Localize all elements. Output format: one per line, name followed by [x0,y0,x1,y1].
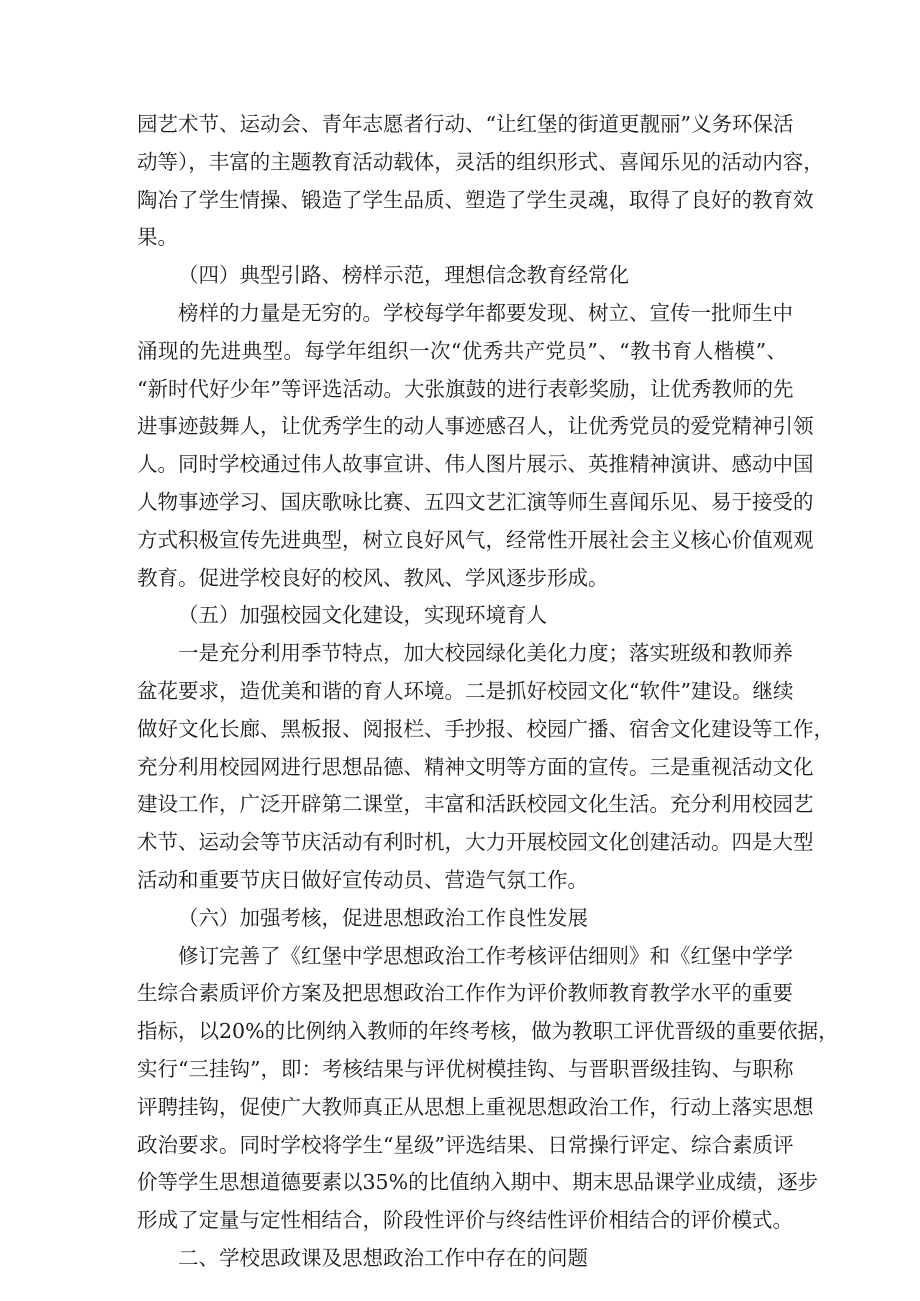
text-line: 价等学生思想道德要素以35%的比值纳入期中、期末思品课学业成绩，逐步 [137,1170,819,1195]
text-line: 涌现的先进典型。每学年组织一次“优秀共产党员”、“教书育人楷模”、 [137,338,787,363]
text-line: 指标，以20%的比例纳入教师的年终考核，做为教职工评优晋级的重要依据， [137,1019,839,1044]
text-line: 动等），丰富的主题教育活动载体，灵活的组织形式、喜闻乐见的活动内容， [137,149,824,174]
text-line: 进事迹鼓舞人，让优秀学生的动人事迹感召人，让优秀党员的爱党精神引领 [137,414,814,439]
document-body [137,106,839,1278]
text-line: 评聘挂钩，促使广大教师真正从思想上重视思想政治工作，行动上落实思想 [137,1094,814,1119]
text-line: 方式积极宣传先进典型，树立良好风气，经常性开展社会主义核心价值观观 [137,527,814,552]
text-line: 一是充分利用季节特点，加大校园绿化美化力度；落实班级和教师养 [178,641,793,666]
text-line: “新时代好少年”等评选活动。大张旗鼓的进行表彰奖励，让优秀教师的先 [137,376,794,401]
text-line: 人。同时学校通过伟人故事宣讲、伟人图片展示、英推精神演讲、感动中国 [137,452,814,477]
text-line: 园艺术节、运动会、青年志愿者行动、“让红堡的街道更靓丽”义务环保活 [137,112,794,136]
text-line: 活动和重要节庆日做好宣传动员、营造气氛工作。 [137,867,588,892]
text-line: 盆花要求，造优美和谐的育人环境。二是抓好校园文化“软件”建设。继续 [137,678,794,703]
text-line: 做好文化长廊、黑板报、阅报栏、手抄报、校园广播、宿舍文化建设等工作， [137,716,834,741]
text-line: 生综合素质评价方案及把思想政治工作作为评价教师教育教学水平的重要 [137,981,793,1006]
text-line: 修订完善了《红堡中学思想政治工作考核评估细则》和《红堡中学学 [178,943,793,968]
text-line: 果。 [137,225,178,250]
text-line: 政治要求。同时学校将学生“星级”评选结果、日常操行评定、综合素质评 [137,1132,794,1157]
text-line: 形成了定量与定性相结合，阶段性评价与终结性评价相结合的评价模式。 [137,1208,793,1233]
section-heading: （五）加强校园文化建设，实现环境育人 [178,603,547,628]
text-line: 建设工作，广泛开辟第二课堂，丰富和活跃校园文化生活。充分利用校园艺 [137,792,814,817]
section-heading: （四）典型引路、榜样示范，理想信念教育经常化 [178,263,629,288]
text-line: 人物事迹学习、国庆歌咏比赛、五四文艺汇演等师生喜闻乐见、易于接受的 [137,489,814,514]
text-line: 教育。促进学校良好的校风、教风、学风逐步形成。 [137,565,609,590]
text-line: 术节、运动会等节庆活动有利时机，大力开展校园文化创建活动。四是大型 [137,830,814,855]
text-line: 榜样的力量是无穷的。学校每学年都要发现、树立、宣传一批师生中 [178,300,793,325]
text-line: 充分利用校园网进行思想品德、精神文明等方面的宣传。三是重视活动文化 [137,754,814,779]
section-heading: 二、学校思政课及思想政治工作中存在的问题 [178,1245,588,1270]
section-heading: （六）加强考核，促进思想政治工作良性发展 [178,905,588,930]
text-line: 实行“三挂钩”，即：考核结果与评优树模挂钩、与晋职晋级挂钩、与职称 [137,1056,794,1081]
text-line: 陶冶了学生情操、锻造了学生品质、塑造了学生灵魂，取得了良好的教育效 [137,187,814,212]
